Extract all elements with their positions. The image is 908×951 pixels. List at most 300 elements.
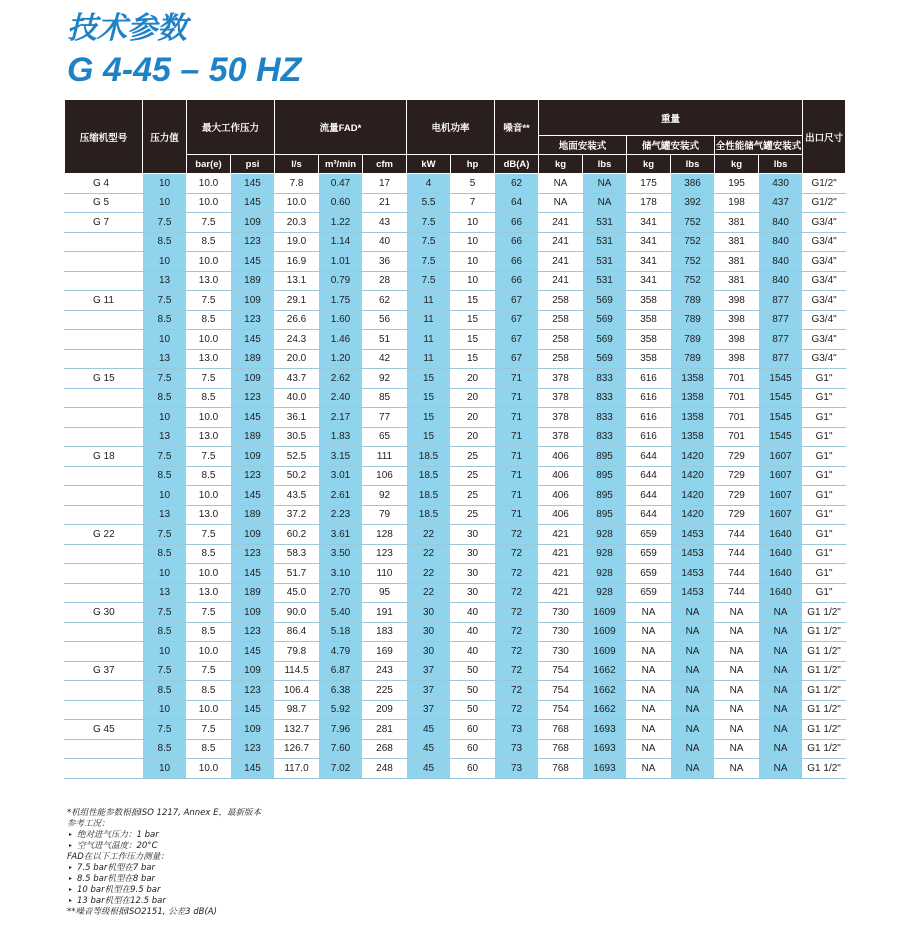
- table-cell: 145: [231, 759, 275, 779]
- table-cell: 877: [759, 291, 803, 311]
- table-cell: 60.2: [275, 525, 319, 545]
- header-unit: dB(A): [495, 155, 539, 174]
- table-cell: 10: [451, 232, 495, 252]
- table-cell: 8.5: [143, 622, 187, 642]
- table-cell: 0.79: [319, 271, 363, 291]
- table-cell: 110: [363, 564, 407, 584]
- table-cell: 10: [451, 213, 495, 233]
- table-cell: 1640: [759, 583, 803, 603]
- note-bullet-item: ▸ 空气进气温度：20°C: [67, 841, 261, 852]
- table-cell: 67: [495, 291, 539, 311]
- table-cell: 1609: [583, 622, 627, 642]
- table-cell: 145: [231, 642, 275, 662]
- table-cell: 789: [671, 310, 715, 330]
- table-cell: 36.1: [275, 408, 319, 428]
- table-cell: 30: [451, 525, 495, 545]
- table-cell: 18.5: [407, 447, 451, 467]
- table-cell: 77: [363, 408, 407, 428]
- table-cell: 10: [143, 193, 187, 213]
- header-tank: 储气罐安装式: [627, 136, 715, 155]
- table-cell: 1358: [671, 427, 715, 447]
- table-cell: 10: [143, 408, 187, 428]
- model-cell: [65, 622, 143, 642]
- table-cell: NA: [627, 622, 671, 642]
- table-cell: 833: [583, 427, 627, 447]
- table-cell: 1.60: [319, 310, 363, 330]
- table-cell: G1": [803, 408, 846, 428]
- table-cell: 392: [671, 193, 715, 213]
- table-cell: NA: [627, 739, 671, 759]
- table-cell: 123: [231, 681, 275, 701]
- table-cell: 2.70: [319, 583, 363, 603]
- table-cell: NA: [671, 622, 715, 642]
- table-cell: 72: [495, 603, 539, 623]
- table-cell: 7.60: [319, 739, 363, 759]
- table-cell: NA: [671, 642, 715, 662]
- table-cell: 386: [671, 174, 715, 194]
- table-cell: 2.40: [319, 388, 363, 408]
- table-row: [65, 720, 846, 740]
- table-cell: 13: [143, 271, 187, 291]
- table-row: [65, 739, 846, 759]
- table-cell: 60: [451, 759, 495, 779]
- table-cell: 15: [407, 388, 451, 408]
- table-cell: 659: [627, 544, 671, 564]
- table-cell: 109: [231, 661, 275, 681]
- model-cell: [65, 232, 143, 252]
- table-cell: 19.0: [275, 232, 319, 252]
- table-cell: 24.3: [275, 330, 319, 350]
- table-cell: 51.7: [275, 564, 319, 584]
- table-cell: 8.5: [187, 681, 231, 701]
- header-noise: 噪音**: [495, 100, 539, 155]
- table-cell: 1545: [759, 388, 803, 408]
- table-cell: 15: [451, 291, 495, 311]
- table-row: [65, 388, 846, 408]
- table-cell: G3/4": [803, 330, 846, 350]
- table-cell: 40: [451, 622, 495, 642]
- table-cell: 729: [715, 466, 759, 486]
- table-cell: 72: [495, 700, 539, 720]
- note-bullet-item: ▸ 8.5 bar机型在8 bar: [67, 874, 261, 885]
- table-row: [65, 193, 846, 213]
- table-cell: 241: [539, 252, 583, 272]
- table-cell: 66: [495, 271, 539, 291]
- table-cell: 241: [539, 213, 583, 233]
- table-cell: 43.5: [275, 486, 319, 506]
- header-full: 全性能储气罐安装式: [715, 136, 803, 155]
- page-title: 技术参数: [67, 11, 187, 46]
- table-cell: G1 1/2": [803, 759, 846, 779]
- table-cell: 7.02: [319, 759, 363, 779]
- table-cell: 531: [583, 252, 627, 272]
- table-cell: 744: [715, 583, 759, 603]
- table-cell: 2.17: [319, 408, 363, 428]
- table-cell: NA: [759, 603, 803, 623]
- table-cell: 1693: [583, 739, 627, 759]
- table-cell: 72: [495, 661, 539, 681]
- table-cell: 10: [143, 564, 187, 584]
- table-cell: G1": [803, 505, 846, 525]
- table-cell: 5.40: [319, 603, 363, 623]
- table-cell: 1358: [671, 388, 715, 408]
- table-cell: 659: [627, 525, 671, 545]
- table-cell: 50: [451, 700, 495, 720]
- table-cell: 109: [231, 213, 275, 233]
- table-cell: 13.0: [187, 583, 231, 603]
- table-cell: 744: [715, 525, 759, 545]
- table-cell: 1453: [671, 564, 715, 584]
- table-cell: 90.0: [275, 603, 319, 623]
- table-cell: 189: [231, 583, 275, 603]
- table-cell: 109: [231, 447, 275, 467]
- table-cell: 381: [715, 271, 759, 291]
- model-cell: [65, 739, 143, 759]
- table-cell: 421: [539, 544, 583, 564]
- table-cell: 378: [539, 408, 583, 428]
- header-outlet: 出口尺寸: [803, 100, 846, 174]
- table-cell: 36: [363, 252, 407, 272]
- table-cell: 569: [583, 291, 627, 311]
- table-cell: 73: [495, 720, 539, 740]
- table-cell: 10.0: [187, 642, 231, 662]
- table-cell: 145: [231, 193, 275, 213]
- table-cell: 1358: [671, 369, 715, 389]
- table-cell: 752: [671, 213, 715, 233]
- header-unit: bar(e): [187, 155, 231, 174]
- table-cell: 5.5: [407, 193, 451, 213]
- page-subtitle: G 4-45 – 50 HZ: [67, 51, 302, 89]
- table-cell: NA: [715, 603, 759, 623]
- table-cell: 28: [363, 271, 407, 291]
- table-cell: G1": [803, 388, 846, 408]
- table-cell: 10: [143, 252, 187, 272]
- model-cell: [65, 466, 143, 486]
- table-row: [65, 622, 846, 642]
- table-cell: 145: [231, 564, 275, 584]
- table-cell: 430: [759, 174, 803, 194]
- table-cell: 109: [231, 369, 275, 389]
- table-cell: 241: [539, 232, 583, 252]
- table-cell: 15: [407, 427, 451, 447]
- table-cell: 1.01: [319, 252, 363, 272]
- table-cell: 8.5: [187, 622, 231, 642]
- table-cell: 1545: [759, 427, 803, 447]
- table-cell: 73: [495, 759, 539, 779]
- table-cell: 7.5: [407, 271, 451, 291]
- table-cell: 7.5: [187, 661, 231, 681]
- table-cell: NA: [671, 700, 715, 720]
- table-cell: 644: [627, 466, 671, 486]
- table-cell: 1607: [759, 486, 803, 506]
- table-cell: 109: [231, 720, 275, 740]
- table-cell: 358: [627, 291, 671, 311]
- table-cell: 72: [495, 544, 539, 564]
- table-cell: 1453: [671, 525, 715, 545]
- table-cell: 8.5: [143, 310, 187, 330]
- table-cell: G3/4": [803, 349, 846, 369]
- table-cell: 928: [583, 544, 627, 564]
- table-cell: NA: [627, 681, 671, 701]
- table-cell: 10.0: [187, 564, 231, 584]
- table-cell: 616: [627, 408, 671, 428]
- table-cell: 7.5: [143, 525, 187, 545]
- spec-table: [64, 99, 846, 779]
- table-cell: 1662: [583, 681, 627, 701]
- table-row: [65, 349, 846, 369]
- table-cell: NA: [539, 193, 583, 213]
- table-cell: 7.8: [275, 174, 319, 194]
- table-cell: 40: [363, 232, 407, 252]
- table-cell: NA: [715, 759, 759, 779]
- table-cell: 644: [627, 486, 671, 506]
- table-cell: 768: [539, 759, 583, 779]
- table-cell: 1545: [759, 369, 803, 389]
- model-cell: G 11: [65, 291, 143, 311]
- table-cell: 701: [715, 408, 759, 428]
- table-cell: 114.5: [275, 661, 319, 681]
- table-cell: G1": [803, 583, 846, 603]
- header-floor: 地面安装式: [539, 136, 627, 155]
- table-cell: 1607: [759, 447, 803, 467]
- header-unit: lbs: [671, 155, 715, 174]
- table-cell: 13: [143, 583, 187, 603]
- table-cell: 258: [539, 310, 583, 330]
- header-unit: kW: [407, 155, 451, 174]
- note-line: FAD在以下工作压力测量：: [67, 852, 169, 862]
- table-cell: 5.92: [319, 700, 363, 720]
- table-row: [65, 310, 846, 330]
- table-cell: 92: [363, 486, 407, 506]
- table-cell: 62: [363, 291, 407, 311]
- table-cell: 358: [627, 349, 671, 369]
- table-cell: 123: [231, 544, 275, 564]
- table-cell: 175: [627, 174, 671, 194]
- table-cell: 72: [495, 525, 539, 545]
- table-cell: G1 1/2": [803, 681, 846, 701]
- table-cell: 877: [759, 310, 803, 330]
- table-cell: 7.5: [143, 720, 187, 740]
- table-cell: 729: [715, 486, 759, 506]
- table-cell: 701: [715, 369, 759, 389]
- table-cell: 20.0: [275, 349, 319, 369]
- table-cell: 92: [363, 369, 407, 389]
- table-cell: 11: [407, 330, 451, 350]
- table-cell: NA: [715, 661, 759, 681]
- header-pressure: 压力值: [143, 100, 187, 174]
- table-cell: NA: [759, 739, 803, 759]
- table-cell: 1662: [583, 661, 627, 681]
- table-cell: 7.5: [407, 232, 451, 252]
- table-cell: 225: [363, 681, 407, 701]
- table-cell: G1": [803, 466, 846, 486]
- table-cell: 7.5: [187, 447, 231, 467]
- table-cell: 145: [231, 408, 275, 428]
- table-cell: 1.75: [319, 291, 363, 311]
- table-cell: 421: [539, 525, 583, 545]
- table-cell: NA: [627, 759, 671, 779]
- table-cell: 145: [231, 330, 275, 350]
- table-cell: 659: [627, 583, 671, 603]
- table-cell: 65: [363, 427, 407, 447]
- header-unit: kg: [539, 155, 583, 174]
- note-bullet-item: ▸ 13 bar机型在12.5 bar: [67, 896, 261, 907]
- table-cell: 8.5: [187, 232, 231, 252]
- table-cell: 6.38: [319, 681, 363, 701]
- table-cell: 3.50: [319, 544, 363, 564]
- table-cell: 189: [231, 349, 275, 369]
- model-cell: [65, 349, 143, 369]
- table-cell: 183: [363, 622, 407, 642]
- table-cell: 833: [583, 388, 627, 408]
- table-cell: 341: [627, 252, 671, 272]
- model-cell: G 5: [65, 193, 143, 213]
- table-cell: G1": [803, 447, 846, 467]
- table-cell: 71: [495, 505, 539, 525]
- model-cell: [65, 427, 143, 447]
- table-cell: 789: [671, 349, 715, 369]
- table-cell: 5.18: [319, 622, 363, 642]
- table-cell: NA: [583, 174, 627, 194]
- model-cell: [65, 681, 143, 701]
- table-cell: 701: [715, 427, 759, 447]
- table-cell: 7.96: [319, 720, 363, 740]
- table-cell: 123: [231, 466, 275, 486]
- table-cell: 126.7: [275, 739, 319, 759]
- table-cell: 10: [143, 700, 187, 720]
- table-cell: 145: [231, 700, 275, 720]
- note-line: 参考工况：: [67, 819, 110, 829]
- table-cell: 730: [539, 603, 583, 623]
- table-cell: 95: [363, 583, 407, 603]
- table-cell: 18.5: [407, 505, 451, 525]
- table-cell: G1 1/2": [803, 661, 846, 681]
- table-row: [65, 330, 846, 350]
- table-cell: G1": [803, 427, 846, 447]
- table-cell: 22: [407, 544, 451, 564]
- table-cell: NA: [715, 622, 759, 642]
- table-cell: 840: [759, 252, 803, 272]
- table-cell: 381: [715, 213, 759, 233]
- table-row: [65, 213, 846, 233]
- table-cell: 25: [451, 505, 495, 525]
- table-cell: 358: [627, 330, 671, 350]
- table-cell: 60: [451, 720, 495, 740]
- table-cell: 8.5: [143, 232, 187, 252]
- table-cell: G3/4": [803, 291, 846, 311]
- table-cell: 378: [539, 427, 583, 447]
- table-cell: 7: [451, 193, 495, 213]
- table-cell: 98.7: [275, 700, 319, 720]
- table-cell: 406: [539, 466, 583, 486]
- table-cell: NA: [715, 642, 759, 662]
- table-cell: 381: [715, 252, 759, 272]
- table-cell: 1.14: [319, 232, 363, 252]
- table-cell: 398: [715, 310, 759, 330]
- table-cell: 11: [407, 349, 451, 369]
- table-cell: 7.5: [187, 720, 231, 740]
- table-cell: NA: [627, 700, 671, 720]
- table-cell: 3.15: [319, 447, 363, 467]
- model-cell: G 22: [65, 525, 143, 545]
- table-cell: 10.0: [275, 193, 319, 213]
- table-cell: 243: [363, 661, 407, 681]
- table-cell: 2.62: [319, 369, 363, 389]
- table-cell: 40: [451, 603, 495, 623]
- table-cell: 895: [583, 486, 627, 506]
- table-cell: G1 1/2": [803, 622, 846, 642]
- table-cell: 406: [539, 486, 583, 506]
- table-cell: NA: [671, 739, 715, 759]
- table-cell: 729: [715, 447, 759, 467]
- model-cell: G 18: [65, 447, 143, 467]
- model-cell: [65, 642, 143, 662]
- table-cell: 10.0: [187, 174, 231, 194]
- table-cell: 437: [759, 193, 803, 213]
- table-cell: 20: [451, 388, 495, 408]
- table-cell: 30: [451, 583, 495, 603]
- table-cell: 20: [451, 369, 495, 389]
- table-cell: 281: [363, 720, 407, 740]
- table-cell: 50: [451, 681, 495, 701]
- table-cell: 22: [407, 583, 451, 603]
- table-cell: 754: [539, 681, 583, 701]
- model-cell: [65, 564, 143, 584]
- header-unit: kg: [715, 155, 759, 174]
- table-cell: 730: [539, 642, 583, 662]
- table-cell: G1 1/2": [803, 700, 846, 720]
- table-cell: 7.5: [407, 252, 451, 272]
- table-cell: 7.5: [187, 525, 231, 545]
- table-cell: 25: [451, 447, 495, 467]
- table-cell: 64: [495, 193, 539, 213]
- table-cell: 268: [363, 739, 407, 759]
- header-unit: cfm: [363, 155, 407, 174]
- table-row: [65, 525, 846, 545]
- table-cell: 15: [451, 330, 495, 350]
- table-cell: 18.5: [407, 466, 451, 486]
- table-cell: 62: [495, 174, 539, 194]
- table-cell: 189: [231, 427, 275, 447]
- table-cell: 117.0: [275, 759, 319, 779]
- table-cell: 895: [583, 466, 627, 486]
- table-body: [65, 174, 846, 779]
- table-cell: 8.5: [143, 388, 187, 408]
- table-cell: 7.5: [187, 603, 231, 623]
- table-cell: NA: [627, 720, 671, 740]
- table-cell: 241: [539, 271, 583, 291]
- table-cell: 341: [627, 232, 671, 252]
- table-cell: NA: [759, 681, 803, 701]
- table-cell: 15: [407, 408, 451, 428]
- table-cell: 531: [583, 232, 627, 252]
- table-cell: 7.5: [407, 213, 451, 233]
- table-cell: 132.7: [275, 720, 319, 740]
- table-cell: 15: [407, 369, 451, 389]
- table-cell: 398: [715, 349, 759, 369]
- table-cell: G3/4": [803, 213, 846, 233]
- table-cell: 421: [539, 564, 583, 584]
- table-cell: 928: [583, 583, 627, 603]
- table-cell: 7.5: [143, 369, 187, 389]
- table-cell: 10: [143, 174, 187, 194]
- table-cell: 7.5: [143, 213, 187, 233]
- table-cell: NA: [583, 193, 627, 213]
- table-cell: 10.0: [187, 700, 231, 720]
- table-cell: 10.0: [187, 408, 231, 428]
- table-cell: 56: [363, 310, 407, 330]
- table-cell: 20.3: [275, 213, 319, 233]
